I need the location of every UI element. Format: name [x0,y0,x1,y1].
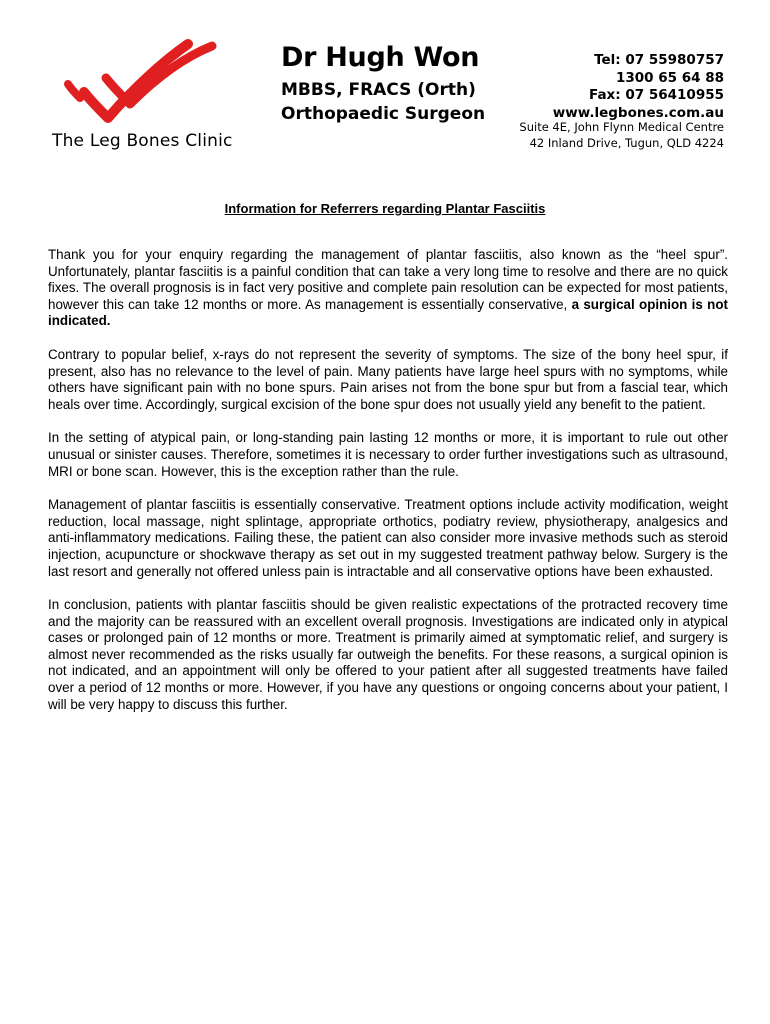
paragraph-4: Management of plantar fasciitis is essentially conservative. Treatment options include activity modification, weight reduction, local massage, night splintage, appropriate orthotics, podiatry review, physiotherapy, analgesics and anti-inflammatory medications. Failing these, the patient can also consider more invasive methods such as steroid injection, acupuncture or shockwave therapy as set out in my suggested treatment pathway below. Surgery is the last resort and generally not offered unless pain is intractable and all conservative options have been exhausted. [48,497,728,579]
logo-check-1 [84,44,188,118]
contact-block [553,52,724,122]
paragraph-5: In conclusion, patients with plantar fasciitis should be given realistic expectations of the protracted recovery time and the majority can be reassured with an excellent overall prognosis. Investigations are indicated only in atypical cases or prolonged pain of 12 months or more. Treatment is primarily aimed at symptomatic relief, and surgery is almost never recommended as the risks usually far outweigh the benefits. For these reasons, a surgical opinion is not indicated, and an appointment will only be offered to your patient after all suggested treatments have failed over a period of 12 months or more. However, if you have any questions or ongoing concerns about your patient, I will be very happy to discuss this further. [48,597,728,712]
paragraph-3: In the setting of atypical pain, or long-standing pain lasting 12 months or more, it is important to rule out other unusual or sinister causes. Therefore, sometimes it is necessary to order further investigations such as ultrasound, MRI or bone scan. However, this is the exception rather than the rule. [48,430,728,479]
contact-tel: Tel: 07 55980757 [594,52,724,68]
clinic-name: The Leg Bones Clinic [52,131,233,151]
document-body [48,247,728,730]
contact-website[interactable]: www.legbones.com.au [552,104,724,121]
paragraph-1 [48,247,728,330]
paragraph-2: Contrary to popular belief, x-rays do not represent the severity of symptoms. The size of the bony heel spur, if present, also has no relevance to the level of pain. Many patients have large heel spurs with no symptoms, while others have significant pain with no bone spurs. Pain arises not from the bone spur but from a fascial tear, which heals over time. Accordingly, surgical excision of the bone spur does not usually yield any benefit to the patient. [48,346,728,412]
document-title: Information for Referrers regarding Plantar Fasciitis [224,201,546,216]
logo-check-3 [68,84,80,98]
doctor-name: Dr Hugh Won [281,42,480,73]
address-line-2: 42 Inland Drive, Tugun, QLD 4224 [529,136,724,150]
doctor-title: Orthopaedic Surgeon [281,104,486,124]
contact-tel-alt: 1300 65 64 88 [615,69,724,86]
clinic-logo [62,38,222,126]
address-block [519,119,724,151]
doctor-qualifications: MBBS, FRACS (Orth) [281,80,476,100]
contact-fax: Fax: 07 56410955 [589,87,724,103]
address-line-1: Suite 4E, John Flynn Medical Centre [519,120,724,134]
paragraph-1-bold: a surgical opinion is not indicated. [48,296,728,329]
doctor-block [281,42,485,126]
logo-check-2 [106,46,212,104]
paragraph-1-text: Thank you for your enquiry regarding the management of plantar fasciitis, also known as the “heel spur”. Unfortunately, plantar fasciitis is a painful condition that can take a very long time to resolve and there are no quick fixes. The overall prognosis is in fact very positive and complete pain resolution can be expected for most patients, however this can take 12 months or more. As management is essentially conservative, [48,247,728,312]
